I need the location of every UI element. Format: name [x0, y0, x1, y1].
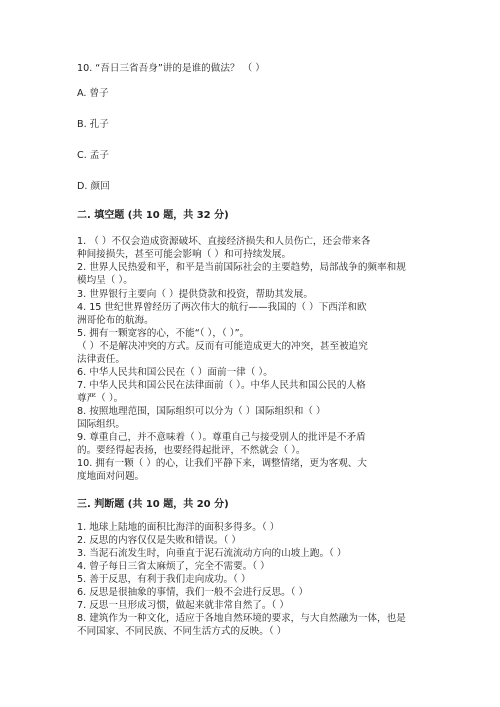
- fill-line: 5. 拥有一颗宽容的心，不能“（ ），（ ）”。: [77, 328, 250, 339]
- fill-line: 洲哥伦布的航海。: [77, 315, 154, 326]
- fill-line: （ ）不是解决冲突的方式。反而有可能造成更大的冲突，甚至被追究: [77, 341, 368, 352]
- section-3-heading: 三. 判断题 (共 10 题，共 20 分): [77, 499, 229, 510]
- option-a: A. 曾子: [77, 88, 109, 99]
- judge-line: 1. 地球上陆地的面积比海洋的面积多得多。（ ）: [77, 522, 280, 533]
- option-d: D. 颜回: [77, 181, 110, 192]
- fill-line: 9. 尊重自己，并不意味着（ ）。尊重自己与接受别人的批评是不矛盾: [77, 432, 366, 443]
- fill-line: 4. 15 世纪世界曾经历了两次伟大的航行——我国的（ ）下西洋和欧: [77, 302, 367, 313]
- fill-line: 1. （ ）不仅会造成资源破坏、直接经济损失和人员伤亡，还会带来各: [77, 236, 371, 247]
- fill-line: 2. 世界人民热爱和平，和平是当前国际社会的主要趋势，局部战争的频率和规: [77, 262, 406, 273]
- fill-line: 模均呈（ ）。: [77, 275, 133, 286]
- question-10-stem: 10. “吾日三省吾身”讲的是谁的做法？ （ ）: [77, 63, 265, 74]
- fill-line: 6. 中华人民共和国公民在（ ）面前一律（ ）。: [77, 367, 273, 378]
- fill-line: 的。要经得起表扬，也要经得起批评，不然就会（ ）。: [77, 445, 306, 456]
- fill-line: 度地面对问题。: [77, 471, 145, 482]
- section-2-heading: 二. 填空题 (共 10 题，共 32 分): [77, 210, 229, 221]
- fill-line: 3. 世界银行主要向（ ）提供贷款和投资，帮助其发展。: [77, 289, 313, 300]
- fill-line: 国际组织。: [77, 419, 125, 430]
- fill-line: 7. 中华人民共和国公民在法律面前（ ）。中华人民共和国公民的人格: [77, 380, 366, 391]
- option-c: C. 孟子: [77, 150, 109, 161]
- judge-line: 2. 反思的内容仅仅是失败和错误。（ ）: [77, 535, 241, 546]
- judge-line: 6. 反思是很抽象的事情，我们一般不会进行反思。（ ）: [77, 587, 309, 598]
- fill-line: 种间接损失，甚至可能会影响（ ）和可持续发展。: [77, 249, 292, 260]
- option-b: B. 孔子: [77, 119, 109, 130]
- fill-line: 10. 拥有一颗（ ）的心，让我们平静下来，调整情绪，更为客观、大: [77, 458, 367, 469]
- judge-line: 4. 曾子每日三省太麻烦了，完全不需要。（ ）: [77, 561, 270, 572]
- fill-line: 法律责任。: [77, 354, 125, 365]
- judge-line: 8. 建筑作为一种文化，适应于各地自然环境的要求，与大自然融为一体，也是: [77, 613, 406, 624]
- judge-line: 3. 当泥石流发生时，向垂直于泥石流流动方向的山坡上跑。（ ）: [77, 548, 347, 559]
- judge-line: 不同国家、不同民族、不同生活方式的反映。（ ）: [77, 626, 287, 637]
- judge-line: 7. 反思一旦形成习惯，做起来就非常自然了。（ ）: [77, 600, 289, 611]
- fill-line: 尊严（ ）。: [77, 393, 124, 404]
- fill-line: 8. 按照地理范围，国际组织可以分为（ ）国际组织和（ ）: [77, 406, 326, 417]
- judge-line: 5. 善于反思，有利于我们走向成功。（ ）: [77, 574, 251, 585]
